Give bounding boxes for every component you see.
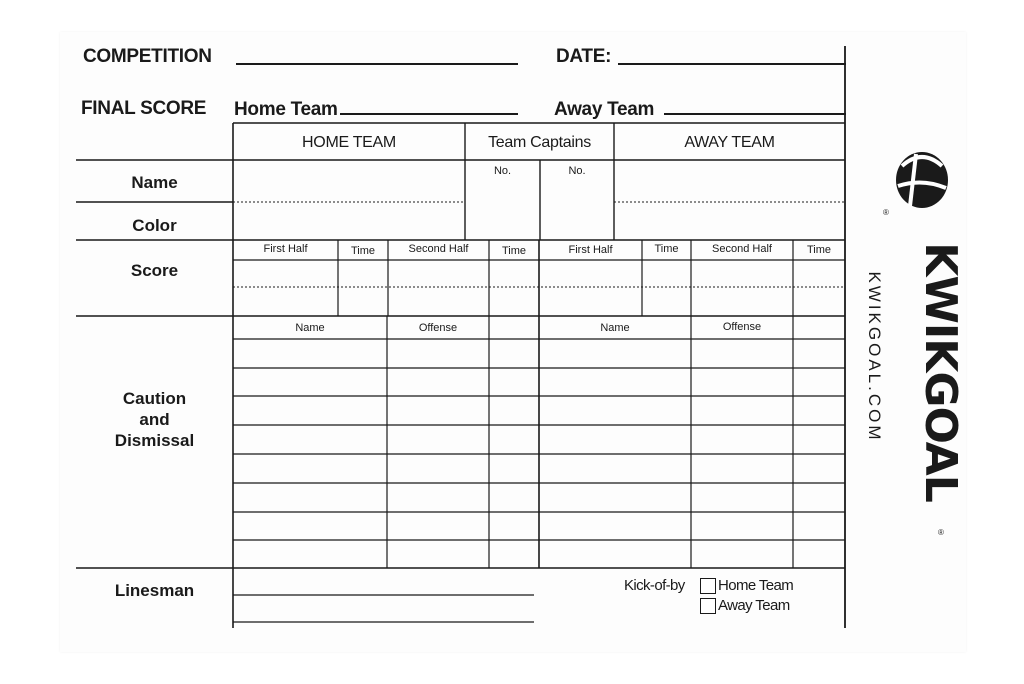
team-captains-header: Team Captains (488, 134, 591, 151)
registered-mark-top: ® (883, 208, 889, 217)
caution-col-away-name: Name (600, 322, 630, 334)
row-label-caution (76, 388, 233, 451)
date-label: DATE: (556, 46, 612, 67)
caution-col-home-offense: Offense (418, 322, 458, 334)
soccer-ball-icon (888, 144, 954, 214)
caution-col-home-name: Name (295, 322, 325, 334)
caution-line-1: Caution (122, 389, 187, 408)
score-col-away-time-2: Time (806, 244, 832, 256)
home-team-score-label: Home Team (234, 99, 338, 120)
away-team-header: AWAY TEAM (684, 134, 775, 151)
kickoff-label: Kick-of-by (624, 577, 685, 594)
captain-no-away-label: No. (568, 165, 586, 177)
away-team-score-label: Away Team (554, 99, 655, 120)
score-col-home-first-half: First Half (263, 243, 308, 255)
caution-col-away-offense: Offense (722, 321, 762, 333)
score-col-away-time-1: Time (654, 243, 679, 255)
score-col-home-time-2: Time (501, 245, 527, 257)
home-team-header: HOME TEAM (302, 134, 396, 151)
scorecard (60, 32, 966, 652)
brand-logo: KWIKGOAL (915, 242, 966, 502)
row-label-linesman: Linesman (114, 581, 195, 600)
registered-mark-bottom: ® (938, 528, 944, 537)
form-grid (60, 32, 966, 652)
score-col-home-time-1: Time (350, 245, 376, 257)
caution-line-3: Dismissal (114, 431, 195, 450)
score-col-away-second-half: Second Half (712, 243, 772, 255)
final-score-label: FINAL SCORE (81, 98, 207, 119)
score-col-home-second-half: Second Half (408, 243, 469, 255)
row-label-score: Score (130, 261, 179, 280)
row-label-name: Name (131, 173, 178, 192)
kickoff-home-checkbox[interactable] (700, 578, 716, 594)
kickoff-away-checkbox[interactable] (700, 598, 716, 614)
captain-no-home-label: No. (493, 165, 512, 177)
caution-line-2: and (139, 410, 170, 429)
competition-label: COMPETITION (83, 46, 212, 67)
row-label-color: Color (132, 216, 177, 235)
score-col-away-first-half: First Half (568, 244, 613, 256)
brand-url: KWIKGOAL.COM (865, 271, 884, 443)
kickoff-away-label: Away Team (718, 597, 790, 614)
kickoff-home-label: Home Team (718, 577, 794, 594)
